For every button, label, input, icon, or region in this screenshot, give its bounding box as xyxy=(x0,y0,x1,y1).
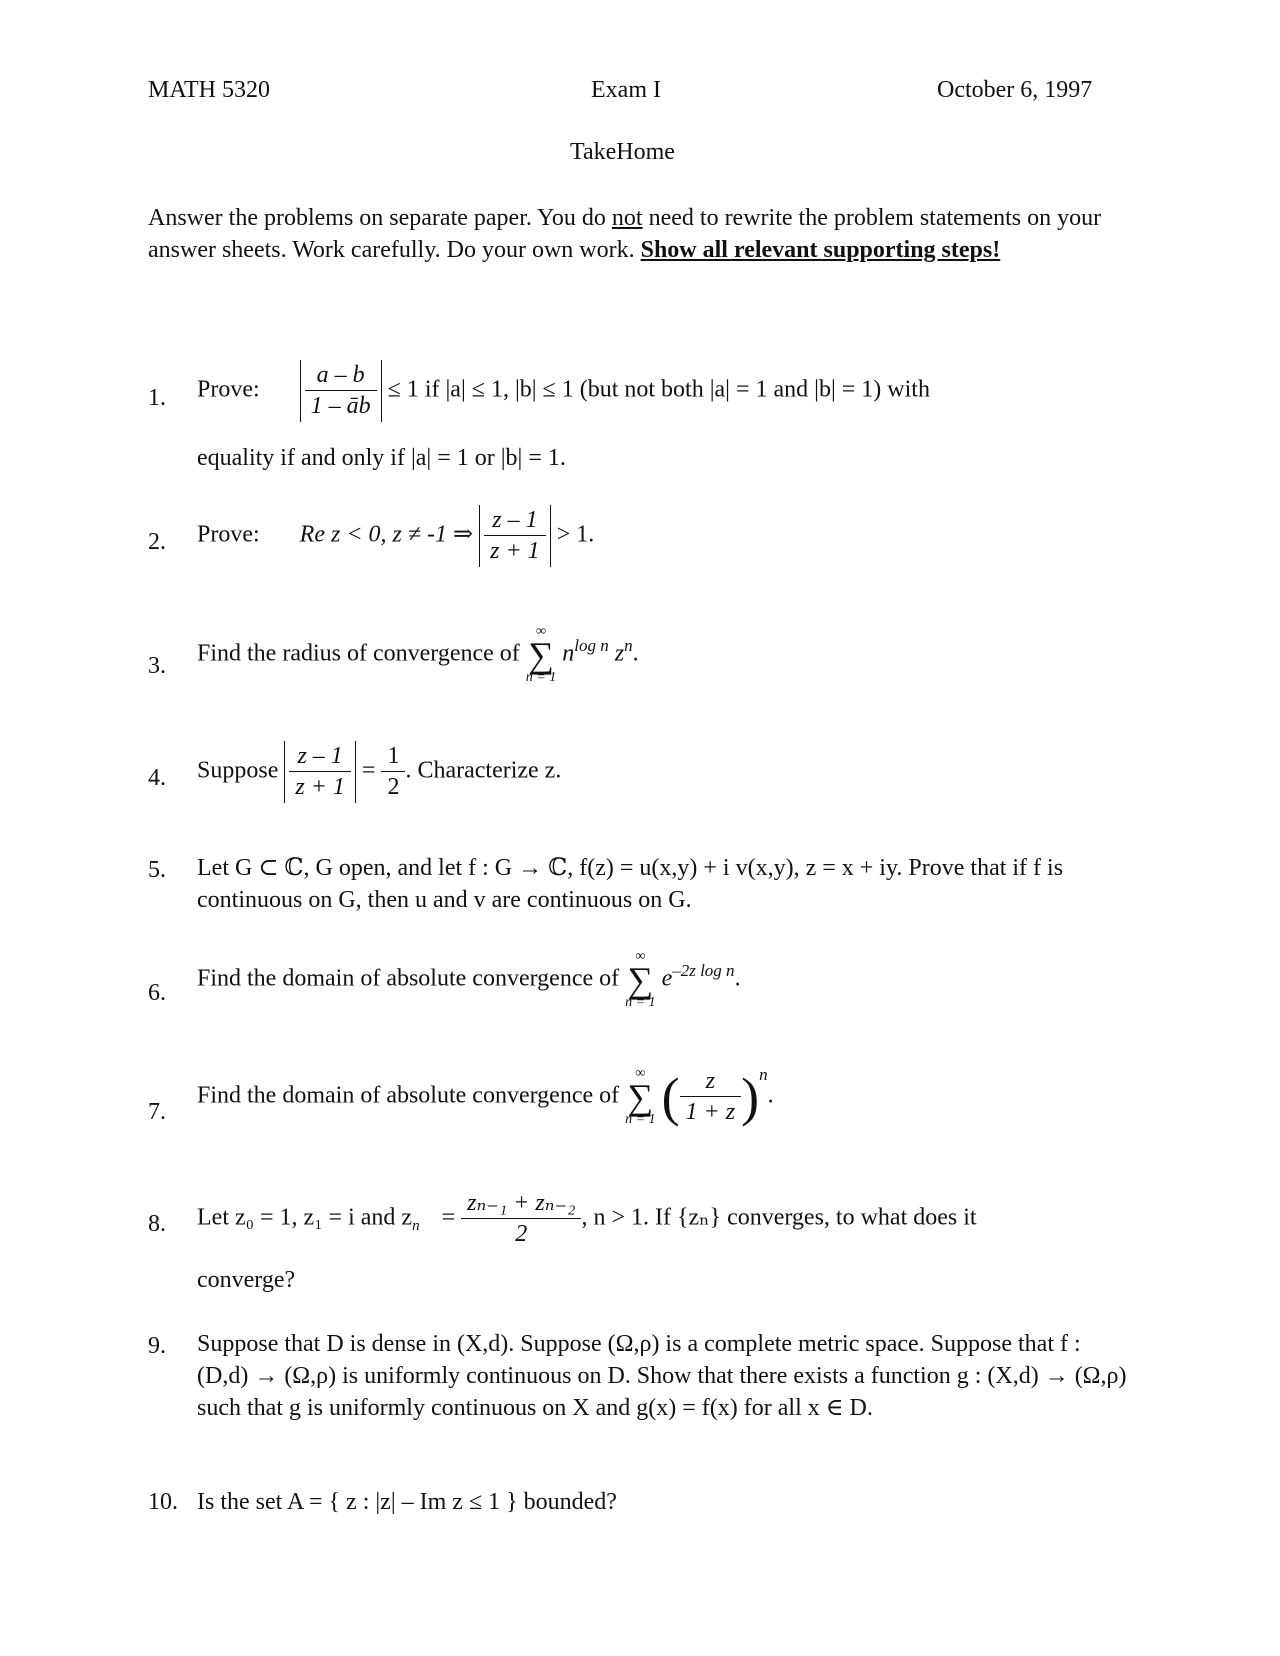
problem-line2: equality if and only if |a| = 1 or |b| = 1. xyxy=(197,445,566,471)
sum-upper: ∞ xyxy=(536,624,547,639)
fraction-numerator: z xyxy=(680,1066,742,1097)
equals-sign: = xyxy=(441,1204,456,1231)
fraction-denominator: 2 xyxy=(515,1221,528,1248)
problem-statement xyxy=(197,1188,977,1250)
problem-lead: Find the domain of absolute convergence of xyxy=(197,1082,620,1109)
course-number: MATH 5320 xyxy=(148,77,271,103)
problem-lead: Find the domain of absolute convergence of xyxy=(197,965,620,992)
equals-sign: = xyxy=(361,757,376,784)
problem-statement xyxy=(197,505,594,567)
rhs-denominator: 2 xyxy=(387,774,400,801)
sum-lower: n = 1 xyxy=(525,670,557,686)
problem-lead: Find the radius of convergence of xyxy=(197,640,520,667)
term-end: . xyxy=(734,965,741,992)
summation xyxy=(625,950,655,1010)
problem-lead: Let z₀ = 1, z₁ = i and z xyxy=(197,1204,413,1231)
problem-text: Suppose that D is dense in (X,d). Suppose (Ω,ρ) is a complete metric space. Suppose that f : (D,d) → (Ω,ρ) is uniformly continuous on D. Show that there exists a function g : (X,d) → (Ω,ρ) such that g is uniformly continuous on X and g(x) = f(x) for all x ∈ D. xyxy=(197,1331,1127,1421)
abs-fraction xyxy=(284,741,356,803)
fraction-denominator: z + 1 xyxy=(295,774,345,801)
rhs-fraction xyxy=(381,741,405,803)
instructions-not: not xyxy=(611,205,643,231)
term-exponent: log n xyxy=(574,635,609,655)
problem-number: 2. xyxy=(148,529,166,555)
problem-text: Is the set A = { z : |z| – Im z ≤ 1 } bounded? xyxy=(197,1489,617,1515)
sum-lower: n = 1 xyxy=(625,1112,656,1128)
exam-title: Exam I xyxy=(591,77,661,103)
sigma-symbol: ∑ xyxy=(627,1076,654,1117)
exam-subtitle: TakeHome xyxy=(570,139,675,165)
problem-number: 8. xyxy=(148,1211,166,1237)
problem-lead: Prove: xyxy=(197,521,260,548)
instructions-part2: need to rewrite the problem statements on your answer sheets. Work carefully. Do your own work. xyxy=(148,205,1102,263)
problem-number: 7. xyxy=(148,1099,166,1125)
problem-number: 1. xyxy=(148,385,166,411)
problem-statement xyxy=(197,950,741,1010)
problem-statement xyxy=(197,360,930,422)
problem-statement xyxy=(197,1066,774,1128)
summation xyxy=(526,625,556,685)
problem-rest: > 1. xyxy=(556,521,595,548)
recurrence-fraction xyxy=(461,1188,581,1250)
problem-number: 9. xyxy=(148,1333,166,1359)
exam-date: October 6, 1997 xyxy=(937,77,1093,103)
problem-statement xyxy=(197,741,561,803)
summation xyxy=(625,1067,655,1127)
sigma-symbol: ∑ xyxy=(528,635,554,675)
term-tail-exponent: n xyxy=(624,635,633,655)
term-tail: z xyxy=(614,640,625,667)
problem-rest: , n > 1. If {zₙ} converges, to what does it xyxy=(581,1204,977,1231)
problem-number: 10. xyxy=(148,1489,178,1515)
term-base: n xyxy=(562,640,575,667)
problem-premise: Re z < 0, z ≠ -1 ⇒ xyxy=(299,521,474,548)
term-end: . xyxy=(767,1082,774,1109)
lead-subscript: n xyxy=(412,1218,420,1235)
sum-upper: ∞ xyxy=(635,949,646,964)
problem-rest: ≤ 1 if |a| ≤ 1, |b| ≤ 1 (but not both |a| = 1 and |b| = 1) with xyxy=(387,376,930,403)
fraction-numerator: zₙ₋₁ + zₙ₋₂ xyxy=(461,1188,581,1219)
term-base: e xyxy=(661,965,673,992)
instructions-part1: Answer the problems on separate paper. You do xyxy=(148,205,612,231)
problem-rest: . Characterize z. xyxy=(405,757,562,784)
problem-lead: Suppose xyxy=(197,757,279,784)
sum-upper: ∞ xyxy=(635,1065,646,1081)
fraction-numerator: z – 1 xyxy=(484,505,546,536)
term-exponent: –2z log n xyxy=(672,960,735,980)
rhs-numerator: 1 xyxy=(381,741,405,772)
instructions-emphasis: Show all relevant supporting steps! xyxy=(640,237,1001,263)
sigma-symbol: ∑ xyxy=(627,960,654,1000)
fraction-denominator: z + 1 xyxy=(490,538,540,565)
abs-fraction xyxy=(479,505,551,567)
problem-number: 4. xyxy=(148,765,166,791)
fraction-denominator: 1 – āb xyxy=(310,393,371,420)
problem-number: 3. xyxy=(148,653,166,679)
abs-fraction xyxy=(300,360,382,422)
fraction-numerator: a – b xyxy=(305,360,377,391)
term-fraction xyxy=(680,1066,742,1128)
left-paren: ( xyxy=(661,1066,680,1127)
fraction-denominator: 1 + z xyxy=(685,1099,736,1126)
instructions xyxy=(148,202,1108,266)
fraction-numerator: z – 1 xyxy=(289,741,351,772)
term-exponent: n xyxy=(759,1065,768,1085)
sum-lower: n = 1 xyxy=(625,995,656,1011)
problem-lead: Prove: xyxy=(197,376,260,403)
problem-statement xyxy=(197,625,639,685)
problem-text: Let G ⊂ ℂ, G open, and let f : G → ℂ, f(z) = u(x,y) + i v(x,y), z = x + iy. Prove that if f is continuous on G, then u and v are continuous on G. xyxy=(197,855,1064,913)
problem-line2: converge? xyxy=(197,1267,296,1293)
problem-number: 6. xyxy=(148,980,166,1006)
problem-number: 5. xyxy=(148,857,166,883)
right-paren: ) xyxy=(741,1066,760,1127)
term-end: . xyxy=(632,640,639,667)
